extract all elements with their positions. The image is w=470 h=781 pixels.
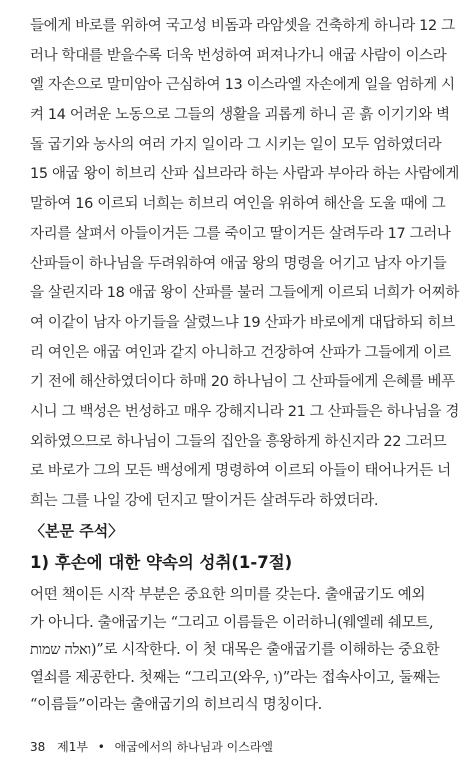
scripture-line: 리 여인은 애굽 여인과 같지 아니하고 건장하여 산파가 그들에게 이르 <box>30 344 451 361</box>
scripture-line: 엘 자손으로 말미암아 근심하여 13 이스라엘 자손에게 일을 엄하게 시 <box>30 77 455 94</box>
scripture-line: 여 이같이 남자 아기들을 살렸느냐 19 산파가 바로에게 대답하되 히브 <box>30 314 455 331</box>
scripture-line: 자리를 살펴서 아들이거든 그를 죽이고 딸이거든 살려두라 17 그러나 <box>30 225 451 242</box>
commentary-text <box>30 582 446 720</box>
scripture-line: 을 살린지라 18 애굽 왕이 산파를 불러 그들에게 이르되 너희가 어찌하 <box>30 285 460 302</box>
scripture-line: 산파들이 하나님을 두려워하여 애굽 왕의 명령을 어기고 남자 아기들 <box>30 255 447 272</box>
scripture-line: 시니 그 백성은 번성하고 매우 강해지니라 21 그 산파들은 하나님을 경 <box>30 403 460 420</box>
scripture-line: 15 애굽 왕이 히브리 산파 십브라라 하는 사람과 부아라 하는 사람에게 <box>30 166 460 183</box>
scripture-line: 기 전에 해산하였더이다 하매 20 하나님이 그 산파들에게 은혜를 베푸 <box>30 374 455 391</box>
scripture-line: 외하였으므로 하나님이 그들의 집안을 흥왕하게 하신지라 22 그러므 <box>30 433 447 450</box>
scripture-line: 켜 14 어려운 노동으로 그들의 생활을 괴롭게 하니 곧 흙 이기기와 벽 <box>30 107 450 124</box>
commentary-line: “이름들”이라는 출애굽기의 히브리식 명칭이다. <box>30 697 322 713</box>
page-number: 38 <box>30 740 46 754</box>
scripture-line: 러나 학대를 받을수록 더욱 번성하여 퍼져나가니 애굽 사람이 이스라 <box>30 47 447 64</box>
chapter-title: 애굽에서의 하나님과 이스라엘 <box>114 740 273 754</box>
section-heading: 1) 후손에 대한 약속의 성취(1-7절) <box>30 553 293 572</box>
scripture-line: 말하여 16 이르되 너희는 히브리 여인을 위하여 해산을 도울 때에 그 <box>30 196 446 213</box>
scripture-text <box>30 12 460 517</box>
section-label: 〈본문 주석〉 <box>30 522 124 540</box>
part-label: 제1부 <box>57 740 88 754</box>
commentary-line: 어떤 책이든 시작 부분은 중요한 의미를 갖는다. 출애굽기도 예외 <box>30 587 426 603</box>
scripture-line: 희는 그를 나일 강에 던지고 딸이거든 살려두라 하였더라. <box>30 493 379 509</box>
scripture-line: 들에게 바로를 위하여 국고성 비돔과 라암셋을 건축하게 하니라 12 그 <box>30 18 455 34</box>
commentary-line: 가 아니다. 출애굽기는 “그리고 이름들은 이러하니(웨엘레 쉐모트, <box>30 614 434 631</box>
commentary-line: 열쇠를 제공한다. 첫째는 “그리고(와우, ו)”라는 접속사이고, 둘째는 <box>30 669 440 686</box>
scripture-line: 로 바로가 그의 모든 백성에게 명령하여 이르되 아들이 태어나거든 너 <box>30 463 451 480</box>
scripture-line: 돌 굽기와 농사의 여러 가지 일이라 그 시키는 일이 모두 엄하였더라 <box>30 136 442 153</box>
page-footer <box>30 738 273 756</box>
bullet-separator: • <box>97 740 105 754</box>
commentary-line: ואלה שמות)”로 시작한다. 이 첫 대목은 출애굽기를 이해하는 중요한 <box>30 642 440 658</box>
